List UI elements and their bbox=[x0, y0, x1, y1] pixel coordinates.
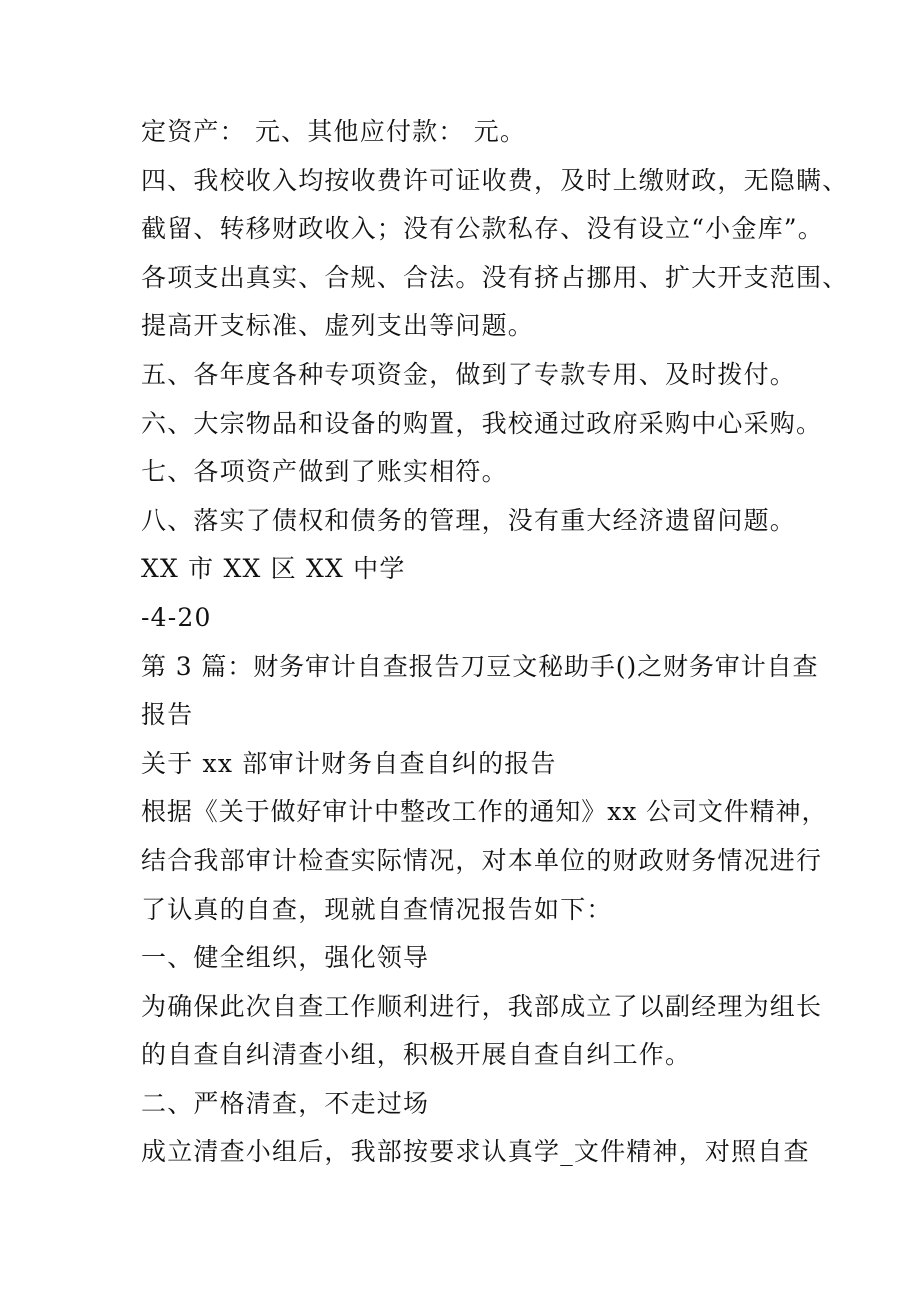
section-heading-cont: 报告 bbox=[141, 700, 194, 730]
text-line: 四、我校收入均按收费许可证收费，及时上缴财政，无隐瞒、 bbox=[141, 165, 849, 195]
report-title: 关于 xx 部审计财务自查自纠的报告 bbox=[141, 748, 557, 778]
text-line: 为确保此次自查工作顺利进行，我部成立了以副经理为组长 bbox=[141, 991, 823, 1021]
section-heading: 第 3 篇：财务审计自查报告刀豆文秘助手()之财务审计自查 bbox=[141, 651, 819, 681]
text-line: 七、各项资产做到了账实相符。 bbox=[141, 457, 508, 487]
signature-line: XX 市 XX 区 XX 中学 bbox=[141, 554, 406, 584]
text-line: 各项支出真实、合规、合法。没有挤占挪用、扩大开支范围、 bbox=[141, 262, 849, 292]
text-line: 结合我部审计检查实际情况，对本单位的财政财务情况进行 bbox=[141, 845, 823, 875]
subheading: 一、健全组织，强化领导 bbox=[141, 943, 430, 973]
text-line: 五、各年度各种专项资金，做到了专款专用、及时拨付。 bbox=[141, 359, 797, 389]
document-body bbox=[141, 108, 849, 1177]
text-line: 提高开支标准、虚列支出等问题。 bbox=[141, 311, 535, 341]
text-line: 根据《关于做好审计中整改工作的通知》xx 公司文件精神， bbox=[141, 797, 828, 827]
text-line: 的自查自纠清查小组，积极开展自查自纠工作。 bbox=[141, 1040, 692, 1070]
text-line: 定资产： 元、其他应付款： 元。 bbox=[141, 117, 527, 146]
text-line: 八、落实了债权和债务的管理，没有重大经济遗留问题。 bbox=[141, 505, 797, 535]
text-line: 成立清查小组后，我部按要求认真学_文件精神，对照自查 bbox=[141, 1137, 810, 1167]
date-line: -4-20 bbox=[141, 602, 212, 632]
text-line: 六、大宗物品和设备的购置，我校通过政府采购中心采购。 bbox=[141, 408, 823, 438]
subheading: 二、严格清查，不走过场 bbox=[141, 1088, 430, 1118]
text-line: 截留、转移财政收入；没有公款私存、没有设立“小金库”。 bbox=[141, 214, 824, 244]
text-line: 了认真的自查，现就自查情况报告如下： bbox=[141, 894, 613, 924]
